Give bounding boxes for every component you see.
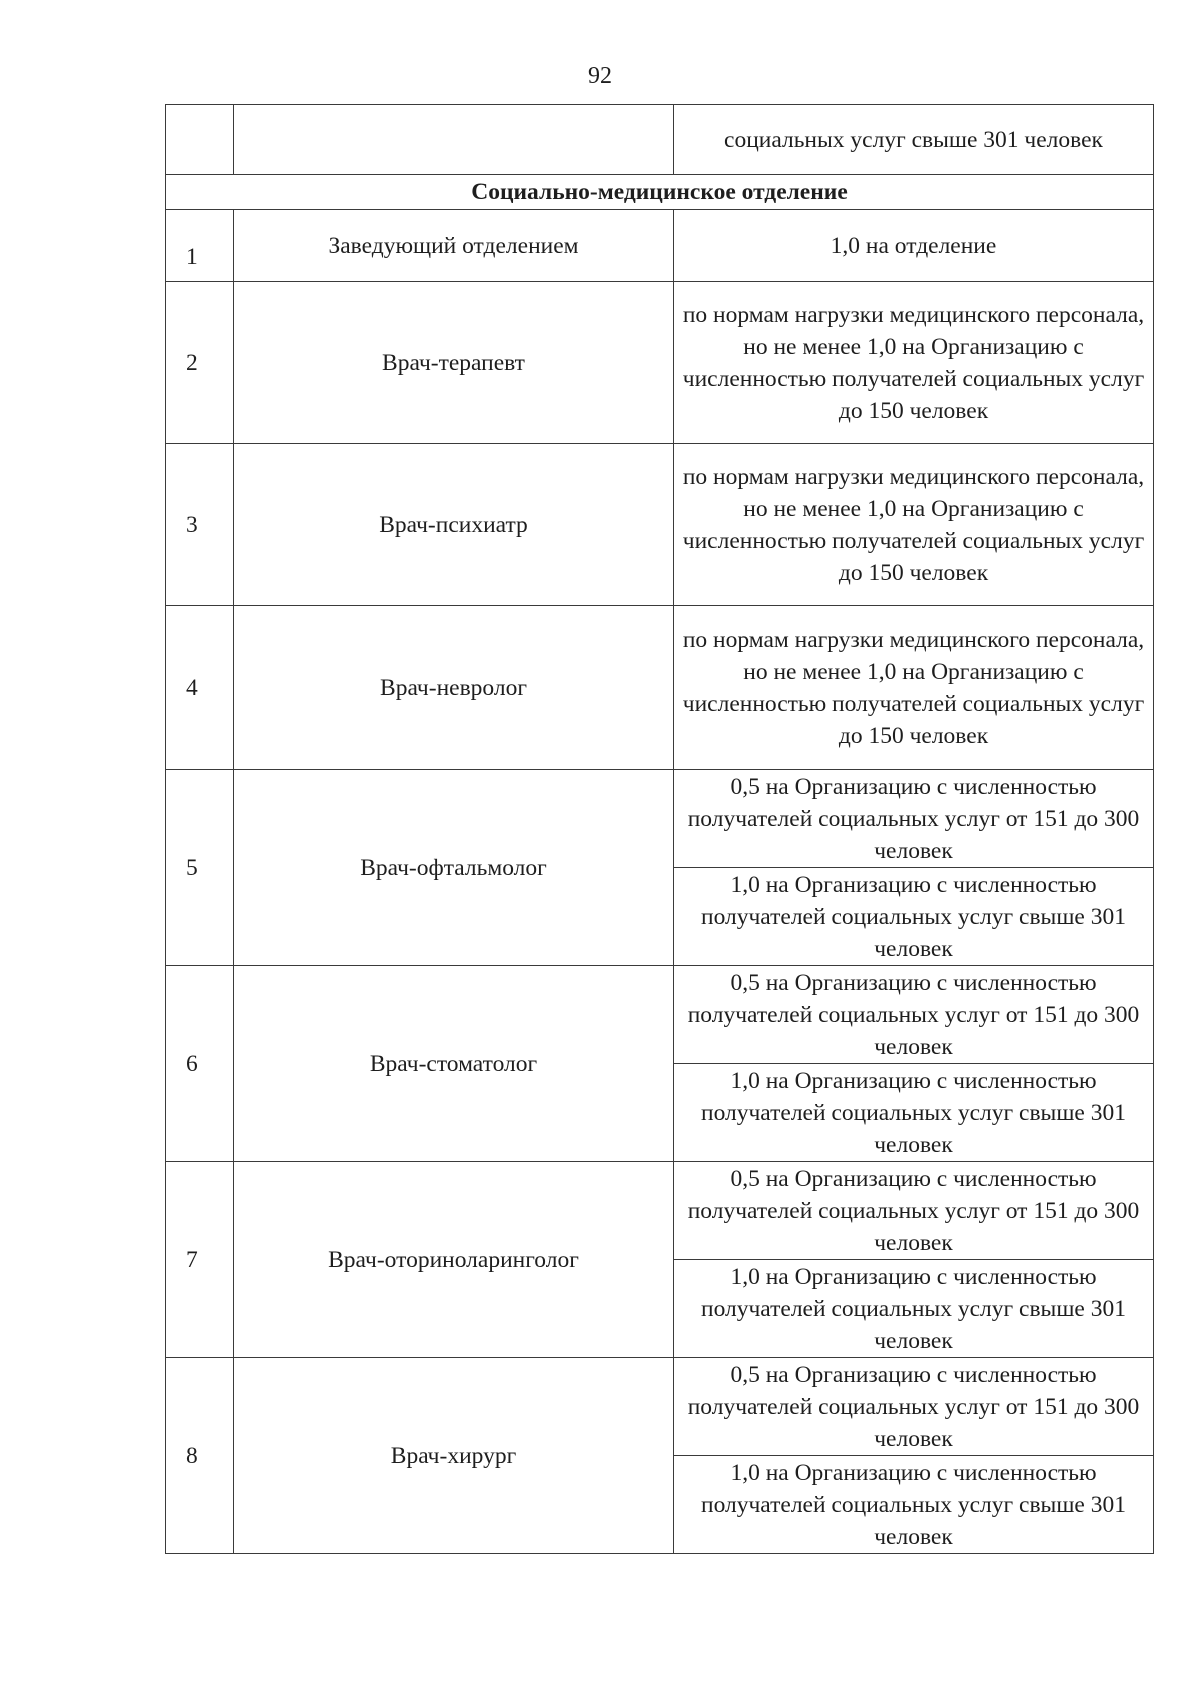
position-name: Врач-терапевт xyxy=(234,282,674,444)
page-number: 92 xyxy=(588,63,612,89)
table-row xyxy=(166,1358,1154,1456)
norm-cell: 0,5 на Организацию с численностью получателей социальных услуг от 151 до 300 человек xyxy=(674,1162,1154,1260)
section-title: Социально-медицинское отделение xyxy=(166,175,1154,210)
row-number: 7 xyxy=(166,1162,234,1358)
position-name: Врач-офтальмолог xyxy=(234,770,674,966)
carry-over-row xyxy=(166,105,1154,175)
norm-cell: 1,0 на Организацию с численностью получателей социальных услуг свыше 301 человек xyxy=(674,1064,1154,1162)
staffing-table xyxy=(165,104,1154,1554)
position-name: Врач-стоматолог xyxy=(234,966,674,1162)
norm-cell: по нормам нагрузки медицинского персонала, но не менее 1,0 на Организацию с численностью получателей социальных услуг до 150 человек xyxy=(674,282,1154,444)
position-cell xyxy=(234,105,674,175)
norm-cell: 1,0 на отделение xyxy=(674,210,1154,282)
position-name: Врач-невролог xyxy=(234,606,674,770)
row-number: 1 xyxy=(166,210,234,282)
row-number: 6 xyxy=(166,966,234,1162)
position-name: Врач-психиатр xyxy=(234,444,674,606)
norm-cell: 1,0 на Организацию с численностью получателей социальных услуг свыше 301 человек xyxy=(674,868,1154,966)
norm-cell: 0,5 на Организацию с численностью получателей социальных услуг от 151 до 300 человек xyxy=(674,770,1154,868)
section-row xyxy=(166,175,1154,210)
norm-cell: по нормам нагрузки медицинского персонала, но не менее 1,0 на Организацию с численностью получателей социальных услуг до 150 человек xyxy=(674,444,1154,606)
norm-cell: социальных услуг свыше 301 человек xyxy=(674,105,1154,175)
table-row xyxy=(166,966,1154,1064)
norm-cell: 1,0 на Организацию с численностью получателей социальных услуг свыше 301 человек xyxy=(674,1456,1154,1554)
table-row xyxy=(166,444,1154,606)
norm-cell: 0,5 на Организацию с численностью получателей социальных услуг от 151 до 300 человек xyxy=(674,966,1154,1064)
table-row xyxy=(166,770,1154,868)
position-name: Врач-оториноларинголог xyxy=(234,1162,674,1358)
row-number: 8 xyxy=(166,1358,234,1554)
norm-cell: по нормам нагрузки медицинского персонала, но не менее 1,0 на Организацию с численностью получателей социальных услуг до 150 человек xyxy=(674,606,1154,770)
table-row xyxy=(166,606,1154,770)
position-name: Врач-хирург xyxy=(234,1358,674,1554)
row-number: 5 xyxy=(166,770,234,966)
row-number: 4 xyxy=(166,606,234,770)
position-name: Заведующий отделением xyxy=(234,210,674,282)
row-number: 2 xyxy=(166,282,234,444)
table-row xyxy=(166,210,1154,282)
row-number-cell xyxy=(166,105,234,175)
row-number: 3 xyxy=(166,444,234,606)
table-row xyxy=(166,1162,1154,1260)
table-row xyxy=(166,282,1154,444)
norm-cell: 0,5 на Организацию с численностью получателей социальных услуг от 151 до 300 человек xyxy=(674,1358,1154,1456)
norm-cell: 1,0 на Организацию с численностью получателей социальных услуг свыше 301 человек xyxy=(674,1260,1154,1358)
